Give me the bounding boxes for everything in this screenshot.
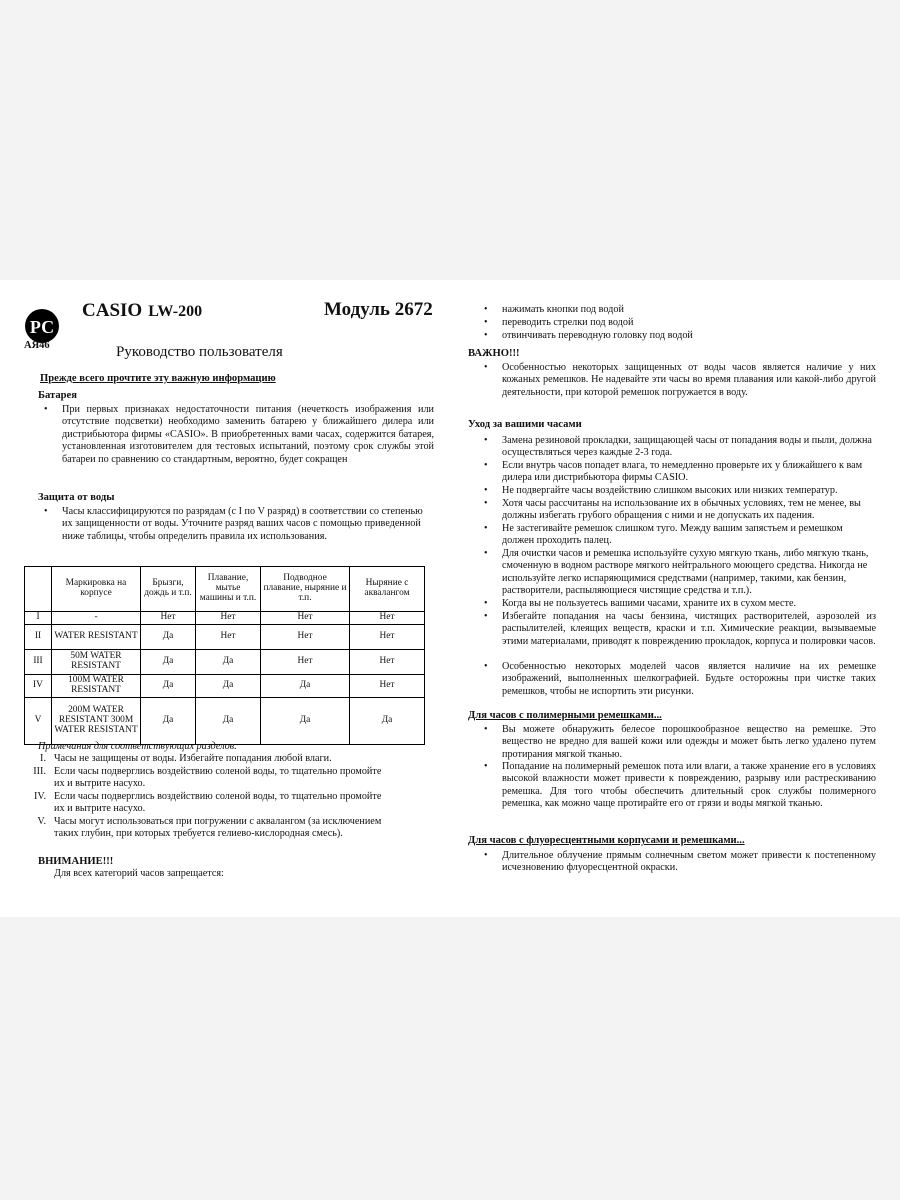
care-item: • Замена резиновой прокладки, защищающей часы от попадания воды и пыли, должна осуществляться через каждые 2-3 года. [484, 435, 872, 459]
bullet-icon: • [484, 548, 488, 559]
table-cell: Да [261, 674, 350, 697]
table-header-row [25, 567, 425, 612]
care-item: • Для очистки часов и ремешка используйте сухую мягкую ткань, либо мягкую ткань, смоченную в водном растворе мягкого нейтрального моющего средства. Никогда не используйте легко испаряющимися средствами (например, такими, как бензин, растворители, распыляющиеся чистящие средства и т.п.). [484, 548, 869, 597]
table-header-cell: Плавание, мытье машины и т.п. [196, 567, 261, 612]
battery-heading: Батарея [38, 390, 77, 401]
table-cell: Нет [350, 649, 425, 674]
model-name: LW-200 [148, 303, 203, 320]
bullet-icon: • [484, 485, 488, 496]
table-row [25, 649, 425, 674]
table-row [25, 624, 425, 649]
table-cell: Нет [350, 612, 425, 625]
care-item: • Не подвергайте часы воздействию слишком высоких или низких температур. [484, 485, 838, 496]
bullet-icon: • [484, 330, 488, 341]
care-item: • Особенностью некоторых моделей часов является наличие на их ремешке изображений, выполненных шелкографией. Будьте осторожны при чистке таких ремешков, чтобы не испортить эти рисунки. [484, 661, 876, 697]
table-cell: WATER RESISTANT [52, 624, 141, 649]
brand-name: CASIO [82, 300, 143, 321]
water-resistance-table [24, 566, 425, 745]
manual-title: Руководство пользователя [116, 344, 283, 360]
table-header-cell: Ныряние с аквалангом [350, 567, 425, 612]
bullet-icon: • [484, 611, 488, 622]
care-item: • Если внутрь часов попадет влага, то немедленно проверьте их у ближайшего к вам дилера или дистрибьютора фирмы CASIO. [484, 460, 863, 484]
bullet-icon: • [484, 460, 488, 471]
important-item: • Особенностью некоторых защищенных от воды часов является наличие у них кожаных ремешков. Не надевайте эти часы во время плавания или какой-либо другой деятельности, при которой ремешок погружается в воду. [484, 362, 876, 398]
care-item: • Хотя часы рассчитаны на использование их в обычных условиях, тем не менее, вы должны избегать грубого обращения с ними и не допускать их падения. [484, 498, 861, 522]
attention-item: • нажимать кнопки под водой [484, 304, 624, 315]
fluorescent-heading: Для часов с флуоресцентными корпусами и ремешками... [468, 835, 745, 846]
water-item: • Часы классифицируются по разрядам (с I по V разряд) в соответствии со степенью их защищенности от воды. Уточните разряд ваших часов с помощью приведенной ниже таблицы, чтобы определить правила их использования. [44, 506, 423, 542]
table-cell: Да [141, 674, 196, 697]
table-cell: 100M WATER RESISTANT [52, 674, 141, 697]
table-header-cell [25, 567, 52, 612]
table-cell: Нет [261, 612, 350, 625]
attention-heading: ВНИМАНИЕ!!! [38, 856, 114, 867]
table-cell: 200M WATER RESISTANT 300M WATER RESISTANT [52, 697, 141, 744]
table-cell: Да [196, 649, 261, 674]
table-row [25, 697, 425, 744]
attention-item: • переводить стрелки под водой [484, 317, 634, 328]
svg-text:РС: РС [29, 317, 55, 337]
care-item: • Избегайте попадания на часы бензина, чистящих растворителей, аэрозолей из распылителей, клеящих веществ, краски и т.п. Химические реакции, вызываемые этими материалами, приводят к повреждению прокладок, корпуса и полировки часов. [484, 611, 876, 647]
bullet-icon: • [484, 724, 488, 735]
table-cell: V [25, 697, 52, 744]
table-cell: III [25, 649, 52, 674]
bullet-icon: • [484, 850, 488, 861]
table-header-cell: Подводное плавание, ныряние и т.п. [261, 567, 350, 612]
bullet-icon: • [484, 304, 488, 315]
table-cell: Да [141, 697, 196, 744]
battery-item: • При первых признаках недостаточности питания (нечеткость изображения или отсутствие подсветки) необходимо заменить батарею у ближайшего дилера или дистрибьютора фирмы «CASIO». В приобретенных вами часах, содержится батарея, установленная изготовителем для тестовых испытаний, поэтому срок службы этой батареи по сравнению со стандартным, вероятно, будет сокращен [44, 404, 434, 465]
certification-logo-icon [22, 304, 68, 366]
table-cell: 50M WATER RESISTANT [52, 649, 141, 674]
table-cell: Да [141, 649, 196, 674]
bullet-icon: • [44, 506, 48, 517]
table-header-cell: Брызги, дождь и т.п. [141, 567, 196, 612]
table-cell: Нет [350, 674, 425, 697]
module-number: Модуль 2672 [324, 299, 433, 320]
table-cell: Нет [141, 612, 196, 625]
intro-heading: Прежде всего прочтите эту важную информацию [40, 373, 276, 384]
table-cell: Нет [196, 624, 261, 649]
table-cell: Нет [261, 649, 350, 674]
note-item: IV. Если часы подверглись воздействию соленой воды, то тщательно промойте их и вытрите насухо. [34, 791, 382, 815]
important-heading: ВАЖНО!!! [468, 348, 520, 359]
note-item: I. Часы не защищены от воды. Избегайте попадания любой влаги. [40, 753, 332, 764]
table-cell: Нет [196, 612, 261, 625]
table-cell: - [52, 612, 141, 625]
table-cell: II [25, 624, 52, 649]
table-cell: IV [25, 674, 52, 697]
table-cell: Да [196, 697, 261, 744]
table-cell: Да [141, 624, 196, 649]
bullet-icon: • [484, 523, 488, 534]
bullet-icon: • [484, 761, 488, 772]
fluorescent-item: • Длительное облучение прямым солнечным светом может привести к постепенному исчезновению флуоресцентной окраски. [484, 850, 876, 874]
attention-item: • отвинчивать переводную головку под водой [484, 330, 693, 341]
manual-page [0, 280, 900, 917]
brand-title [82, 300, 202, 322]
table-row [25, 612, 425, 625]
table-row [25, 674, 425, 697]
attention-intro: Для всех категорий часов запрещается: [54, 868, 224, 879]
polymer-heading: Для часов с полимерными ремешками... [468, 710, 662, 721]
bullet-icon: • [44, 404, 48, 415]
care-item: • Не застегивайте ремешок слишком туго. Между вашим запястьем и ремешком должен проходить палец. [484, 523, 843, 547]
polymer-item: • Вы можете обнаружить белесое порошкообразное вещество на ремешке. Это вещество не вредно для вашей кожи или одежды и может быть легко удалено путем протирания мягкой тканью. [484, 724, 876, 760]
bullet-icon: • [484, 598, 488, 609]
table-header-cell: Маркировка на корпусе [52, 567, 141, 612]
logo-code: АЯ46 [24, 340, 50, 351]
bullet-icon: • [484, 317, 488, 328]
polymer-item: • Попадание на полимерный ремешок пота или влаги, а также хранение его в условиях высокой влажности может привести к повреждению, разрыву или растрескиванию ремешка. Для того чтобы обеспечить длительный срок службы полимерного ремешка, как можно чаще протирайте его от грязи и воды мягкой тканью. [484, 761, 876, 810]
table-cell: Нет [261, 624, 350, 649]
table-cell: Да [350, 697, 425, 744]
notes-heading: Примечания для соответствующих разделов. [38, 741, 237, 752]
table-cell: Да [261, 697, 350, 744]
table-cell: Да [196, 674, 261, 697]
bullet-icon: • [484, 362, 488, 373]
bullet-icon: • [484, 498, 488, 509]
note-item: III. Если часы подверглись воздействию соленой воды, то тщательно промойте их и вытрите насухо. [33, 766, 382, 790]
note-item: V. Часы могут использоваться при погружении с аквалангом (за исключением таких глубин, при которых требуется гелиево-кислородная смесь). [37, 816, 382, 840]
care-item: • Когда вы не пользуетесь вашими часами, храните их в сухом месте. [484, 598, 797, 609]
bullet-icon: • [484, 435, 488, 446]
table-cell: Нет [350, 624, 425, 649]
care-heading: Уход за вашими часами [468, 419, 582, 430]
water-heading: Защита от воды [38, 492, 115, 503]
table-cell: I [25, 612, 52, 625]
bullet-icon: • [484, 661, 488, 672]
